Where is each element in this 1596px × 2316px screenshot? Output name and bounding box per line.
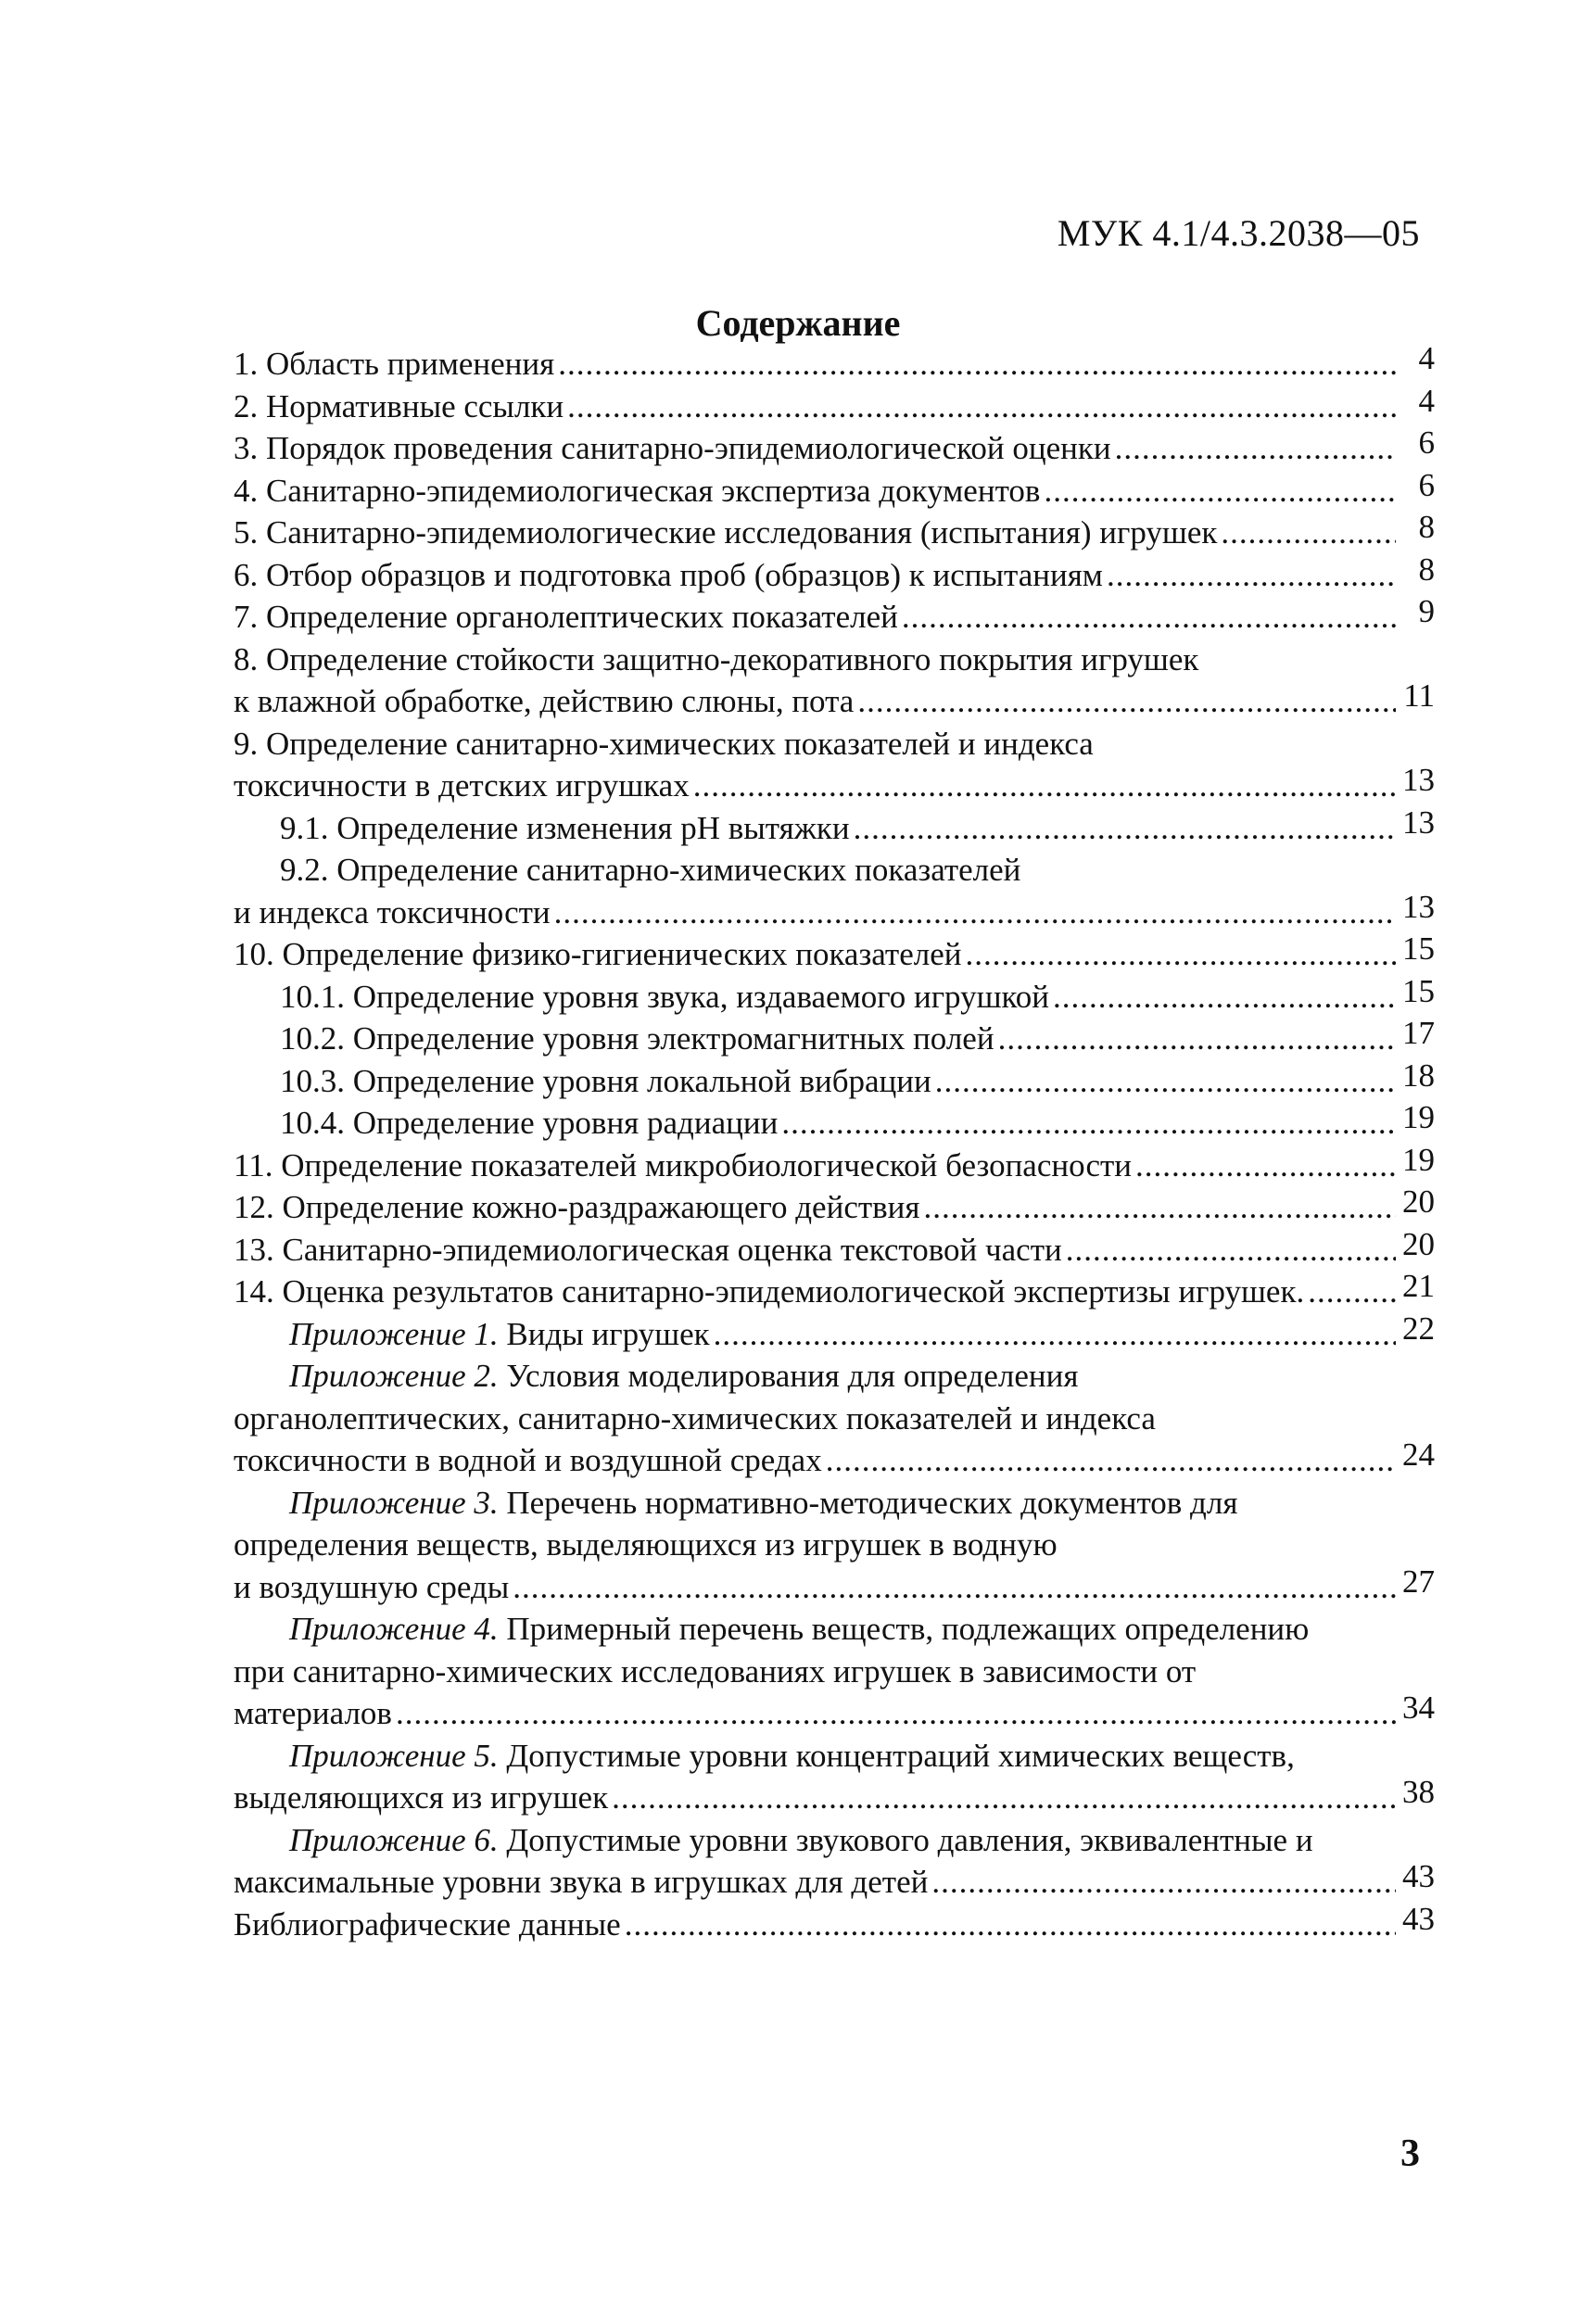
toc-entry-text: 9.2. Определение санитарно-химических показателей	[280, 852, 1021, 888]
toc-entry-text: 5. Санитарно-эпидемиологические исследования (испытания) игрушек	[234, 514, 1218, 551]
toc-page-number: 17	[1402, 1015, 1435, 1051]
dot-leader	[396, 1692, 1396, 1735]
toc-entry-text: материалов	[234, 1695, 392, 1731]
toc-entry	[234, 804, 1435, 850]
toc-page-number: 19	[1402, 1141, 1435, 1178]
toc-entry-text: 2. Нормативные ссылки	[234, 387, 564, 424]
toc-page-number: 38	[1402, 1774, 1435, 1810]
dot-leader	[935, 1060, 1396, 1103]
toc-entry	[234, 1057, 1435, 1103]
toc-entry-text: токсичности в детских игрушках	[234, 767, 690, 804]
toc-page-number: 15	[1402, 930, 1435, 967]
toc-entry	[234, 849, 1435, 933]
toc-entry	[234, 509, 1435, 554]
appendix-label: Приложение 3.	[289, 1484, 499, 1521]
toc-entry	[234, 639, 1435, 723]
toc-appendix-entry	[234, 1355, 1435, 1482]
dot-leader	[625, 1904, 1396, 1946]
dot-leader	[1053, 976, 1396, 1019]
dot-leader	[558, 343, 1396, 386]
toc-entry-text: 10.2. Определение уровня электромагнитных полей	[280, 1020, 994, 1057]
toc-page-number: 13	[1402, 888, 1435, 925]
toc-entry-text: 9.1. Определение изменения pH вытяжки	[280, 809, 850, 846]
toc-entry-text: 13. Санитарно-эпидемиологическая оценка текстовой части	[234, 1231, 1062, 1268]
toc-entry	[234, 551, 1435, 597]
toc-entry-text: Перечень нормативно-методических документов для	[506, 1484, 1238, 1521]
toc-entry-text: 10. Определение физико-гигиенических показателей	[234, 936, 962, 972]
toc-appendix-entry	[234, 1735, 1435, 1819]
toc-entry-text: Примерный перечень веществ, подлежащих определению	[506, 1611, 1310, 1647]
toc-entry-text: 1. Область применения	[234, 346, 555, 382]
dot-leader	[1066, 1229, 1396, 1272]
toc-appendix-entry	[234, 1608, 1435, 1735]
toc-page-number: 11	[1403, 677, 1435, 714]
dot-leader	[826, 1439, 1396, 1482]
toc-page-number: 13	[1402, 762, 1435, 798]
toc-entry-text: 11. Определение показателей микробиологической безопасности	[234, 1146, 1133, 1183]
toc-entry	[234, 1268, 1435, 1313]
toc-entry	[234, 340, 1435, 386]
toc-entry-text: 4. Санитарно-эпидемиологическая экспертиза документов	[234, 472, 1041, 509]
toc-entry	[234, 930, 1435, 976]
toc-page-number: 13	[1402, 804, 1435, 841]
dot-leader	[902, 596, 1396, 639]
toc-page-number: 27	[1402, 1563, 1435, 1600]
table-of-contents	[234, 340, 1435, 1945]
dot-leader	[714, 1313, 1396, 1356]
toc-page-number: 22	[1402, 1310, 1435, 1347]
toc-page-number: 24	[1402, 1436, 1435, 1473]
toc-entry-text: 9. Определение санитарно-химических показателей и индекса	[234, 725, 1094, 762]
toc-entry-text: 14. Оценка результатов санитарно-эпидемиологической экспертизы игрушек.	[234, 1273, 1305, 1310]
toc-appendix-entry	[234, 1819, 1435, 1904]
toc-entry-text: Допустимые уровни концентраций химических веществ,	[506, 1737, 1295, 1774]
dot-leader	[1135, 1145, 1396, 1187]
toc-page-number: 6	[1418, 424, 1435, 461]
toc-entry-text: 3. Порядок проведения санитарно-эпидемиологической оценки	[234, 430, 1111, 466]
toc-page-number: 43	[1402, 1900, 1435, 1937]
toc-entry-text: органолептических, санитарно-химических показателей и индекса	[234, 1399, 1156, 1436]
toc-entry-text: 12. Определение кожно-раздражающего действия	[234, 1189, 920, 1225]
dot-leader	[857, 680, 1396, 723]
toc-entry-text: и воздушную среды	[234, 1568, 510, 1605]
dot-leader	[854, 807, 1396, 850]
toc-entry-text: максимальные уровни звука в игрушках для детей	[234, 1864, 929, 1900]
toc-entry-text: и индекса токсичности	[234, 893, 551, 930]
document-code: МУК 4.1/4.3.2038—05	[1057, 212, 1420, 254]
appendix-label: Приложение 4.	[289, 1611, 499, 1647]
toc-entry	[234, 1015, 1435, 1060]
toc-entry-text: 10.1. Определение уровня звука, издаваемого игрушкой	[280, 978, 1050, 1015]
toc-entry-text: Библиографические данные	[234, 1905, 621, 1943]
toc-entry-text: 10.4. Определение уровня радиации	[280, 1105, 779, 1141]
toc-page-number: 34	[1402, 1690, 1435, 1726]
dot-leader	[1308, 1271, 1396, 1313]
dot-leader	[781, 1102, 1396, 1145]
dot-leader	[1115, 427, 1396, 470]
toc-page-number: 21	[1402, 1268, 1435, 1304]
toc-entry	[234, 466, 1435, 513]
toc-page-number: 18	[1402, 1057, 1435, 1094]
toc-entry-text: 8. Определение стойкости защитно-декоративного покрытия игрушек	[234, 640, 1199, 677]
toc-title: Содержание	[695, 302, 901, 344]
toc-bibliography-entry	[234, 1900, 1435, 1946]
dot-leader	[924, 1186, 1396, 1229]
toc-page-number: 43	[1402, 1858, 1435, 1894]
toc-appendix-entry	[234, 1482, 1435, 1609]
toc-page-number: 8	[1418, 509, 1435, 545]
toc-entry-text: токсичности в водной и воздушной средах	[234, 1442, 822, 1478]
toc-entry	[234, 1141, 1435, 1187]
toc-entry	[234, 1183, 1435, 1229]
toc-page-number: 4	[1418, 382, 1435, 419]
toc-entry-text: определения веществ, выделяющихся из игрушек в водную	[234, 1526, 1058, 1563]
toc-entry	[234, 723, 1435, 807]
toc-entry-text: Условия моделирования для определения	[506, 1358, 1079, 1394]
toc-entry-text: к влажной обработке, действию слюны, пота	[234, 683, 855, 719]
toc-page-number: 9	[1418, 593, 1435, 629]
toc-entry-text: выделяющихся из игрушек	[234, 1779, 609, 1816]
dot-leader	[693, 765, 1396, 807]
toc-entry-text: Виды игрушек	[506, 1315, 710, 1352]
dot-leader	[1044, 470, 1396, 513]
toc-entry-text: 7. Определение органолептических показателей	[234, 599, 898, 635]
toc-entry-text: 10.3. Определение уровня локальной вибрации	[280, 1062, 931, 1099]
dot-leader	[554, 892, 1396, 934]
dot-leader	[998, 1018, 1396, 1060]
toc-page-number: 4	[1418, 340, 1435, 376]
dot-leader	[965, 933, 1396, 976]
dot-leader	[931, 1861, 1396, 1904]
dot-leader	[1107, 554, 1396, 597]
dot-leader	[612, 1777, 1396, 1819]
dot-leader	[513, 1566, 1396, 1609]
appendix-label: Приложение 2.	[289, 1358, 499, 1394]
appendix-label: Приложение 1.	[289, 1315, 499, 1352]
toc-entry	[234, 1225, 1435, 1272]
toc-appendix-entry	[234, 1310, 1435, 1356]
toc-page-number: 6	[1418, 466, 1435, 503]
toc-page-number: 19	[1402, 1099, 1435, 1135]
toc-entry-text: при санитарно-химических исследованиях игрушек в зависимости от	[234, 1652, 1197, 1690]
appendix-label: Приложение 5.	[289, 1737, 499, 1774]
appendix-label: Приложение 6.	[289, 1821, 499, 1858]
toc-entry-text: 6. Отбор образцов и подготовка проб (образцов) к испытаниям	[234, 556, 1103, 593]
toc-entry-text: Допустимые уровни звукового давления, эквивалентные и	[506, 1821, 1313, 1858]
toc-page-number: 8	[1418, 551, 1435, 588]
dot-leader	[1221, 512, 1396, 554]
toc-page-number: 20	[1402, 1225, 1435, 1262]
toc-page-number: 20	[1402, 1183, 1435, 1220]
toc-entry	[234, 424, 1435, 470]
toc-entry	[234, 593, 1435, 639]
toc-entry	[234, 382, 1435, 428]
toc-page-number: 15	[1402, 972, 1435, 1009]
page-number: 3	[1400, 2132, 1420, 2175]
toc-entry	[234, 972, 1435, 1019]
toc-entry	[234, 1099, 1435, 1145]
dot-leader	[567, 386, 1396, 428]
